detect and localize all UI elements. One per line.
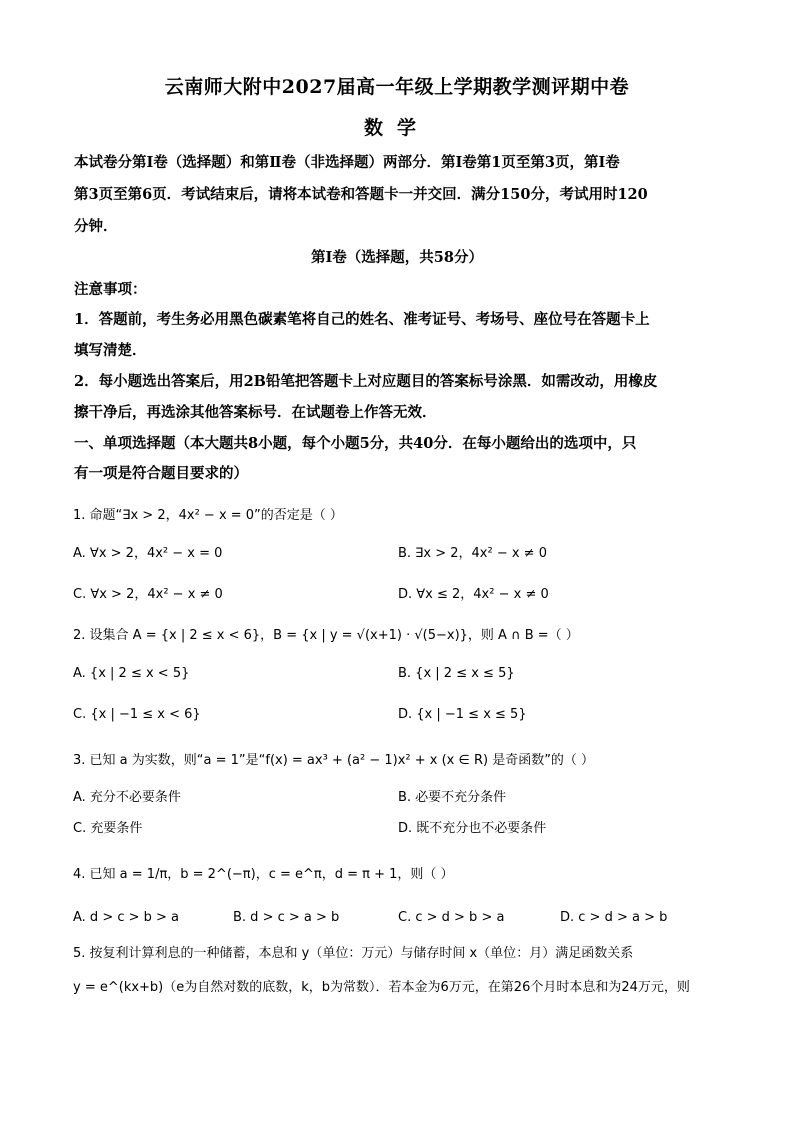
question-1-option-b: B. ∃x > 2，4x² − x ≠ 0 xyxy=(398,546,547,561)
question-1-option-d: D. ∀x ≤ 2，4x² − x ≠ 0 xyxy=(398,587,549,602)
question-5-line-2: y = e^(kx+b)（e为自然对数的底数，k，b为常数）．若本金为6万元，在第26个月时本息和为24万元，则 xyxy=(73,980,690,995)
question-4-option-c: C. c > d > b > a xyxy=(398,910,505,925)
question-3-option-b: B. 必要不充分条件 xyxy=(398,790,507,805)
note-1-line-2: 填写清楚． xyxy=(74,342,147,359)
question-4-stem: 4. 已知 a = 1/π，b = 2^(−π)，c = e^π，d = π + 1，则（ ） xyxy=(73,867,454,882)
intro-line-2: 第3页至第6页．考试结束后，请将本试卷和答题卡一并交回．满分150分，考试用时120 xyxy=(74,186,648,203)
exam-title: 云南师大附中2027届高一年级上学期教学测评期中卷 xyxy=(164,76,630,98)
note-1-line-1: 1．答题前，考生务必用黑色碳素笔将自己的姓名、准考证号、考场号、座位号在答题卡上 xyxy=(74,311,650,328)
question-4-option-a: A. d > c > b > a xyxy=(73,910,180,925)
question-5-line-1: 5. 按复利计算利息的一种储蓄，本息和 y（单位：万元）与储存时间 x（单位：月）满足函数关系 xyxy=(73,946,634,961)
question-2-option-b: B. {x | 2 ≤ x ≤ 5} xyxy=(398,666,515,681)
question-2-stem: 2. 设集合 A = {x | 2 ≤ x < 6}，B = {x | y = √(x+1) · √(5−x)}，则 A ∩ B =（ ） xyxy=(73,628,579,643)
note-2-line-1: 2．每小题选出答案后，用2B铅笔把答题卡上对应题目的答案标号涂黑．如需改动，用橡皮 xyxy=(74,373,658,390)
section1-line-1: 一、单项选择题（本大题共8小题，每个小题5分，共40分．在每小题给出的选项中，只 xyxy=(74,435,637,452)
subject-title: 数学 xyxy=(363,117,430,139)
question-4-option-d: D. c > d > a > b xyxy=(560,910,668,925)
question-1-option-a: A. ∀x > 2，4x² − x = 0 xyxy=(73,546,223,561)
question-3-option-d: D. 既不充分也不必要条件 xyxy=(398,821,547,836)
notes-heading: 注意事项： xyxy=(74,281,147,298)
section1-line-2: 有一项是符合题目要求的） xyxy=(74,465,248,482)
question-3-option-a: A. 充分不必要条件 xyxy=(73,790,181,805)
question-3-stem: 3. 已知 a 为实数，则“a = 1”是“f(x) = ax³ + (a² − 1)x² + x (x ∈ R) 是奇函数”的（ ） xyxy=(73,753,595,768)
question-1-option-c: C. ∀x > 2，4x² − x ≠ 0 xyxy=(73,587,223,602)
question-2-option-a: A. {x | 2 ≤ x < 5} xyxy=(73,666,190,681)
note-2-line-2: 擦干净后，再选涂其他答案标号．在试题卷上作答无效． xyxy=(74,404,437,421)
question-2-option-d: D. {x | −1 ≤ x ≤ 5} xyxy=(398,707,527,722)
question-3-option-c: C. 充要条件 xyxy=(73,821,143,836)
part1-heading: 第Ⅰ卷（选择题，共58分） xyxy=(311,249,483,266)
question-2-option-c: C. {x | −1 ≤ x < 6} xyxy=(73,707,201,722)
question-4-option-b: B. d > c > a > b xyxy=(233,910,340,925)
intro-line-1: 本试卷分第Ⅰ卷（选择题）和第Ⅱ卷（非选择题）两部分．第Ⅰ卷第1页至第3页，第Ⅰ卷 xyxy=(74,154,620,171)
intro-line-3: 分钟． xyxy=(74,218,118,235)
question-1-stem: 1. 命题“∃x > 2，4x² − x = 0”的否定是（ ） xyxy=(73,508,343,523)
